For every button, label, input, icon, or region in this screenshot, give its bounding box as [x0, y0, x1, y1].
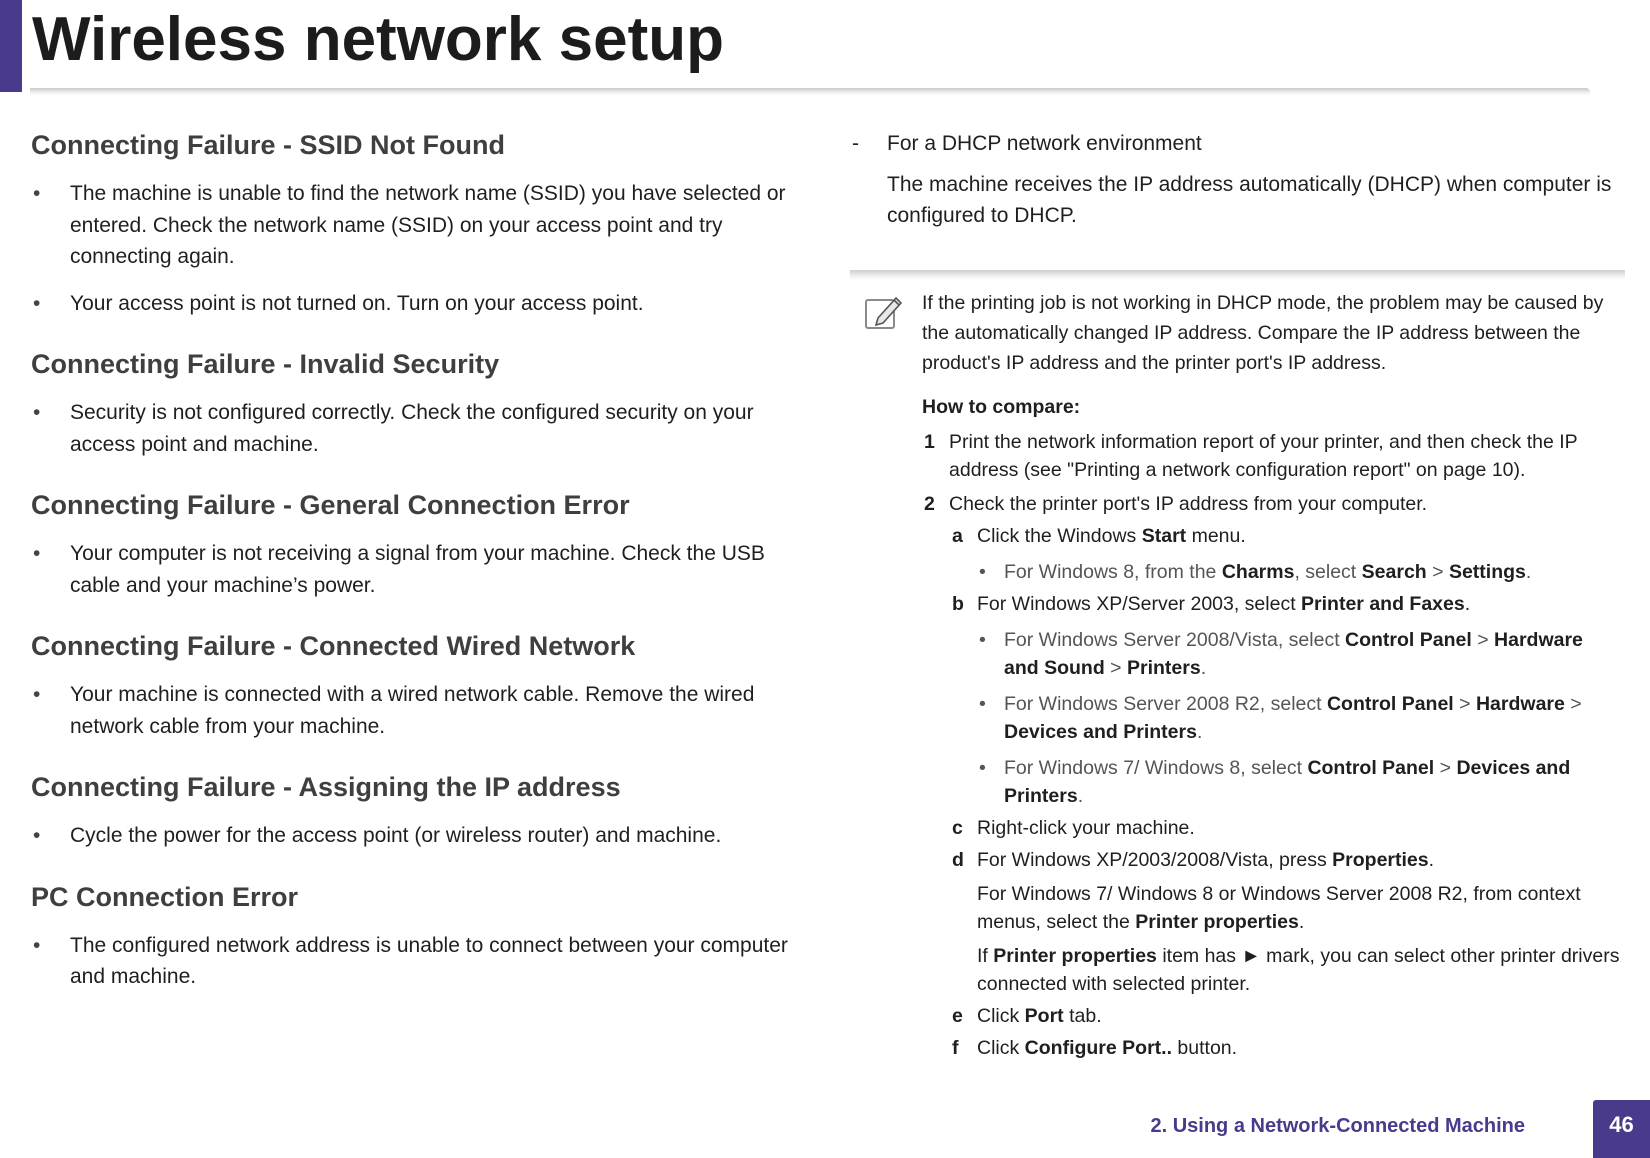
dhcp-environment-item: - For a DHCP network environment	[850, 128, 1625, 159]
substep-d-paragraph: If Printer properties item has ► mark, you can select other printer drivers connected with selected printer.	[977, 945, 1620, 995]
bullet-list	[31, 679, 811, 742]
section-heading: Connecting Failure - General Connection Error	[31, 490, 630, 520]
list-item: • Your machine is connected with a wired network cable. Remove the wired network cable from your machine.	[31, 679, 811, 742]
page-title: Wireless network setup	[32, 5, 724, 74]
section-heading: PC Connection Error	[31, 881, 299, 912]
bullet-list	[31, 397, 811, 460]
substep-e: e Click Port tab.	[952, 1005, 1102, 1027]
bullet-list	[31, 930, 811, 993]
bullet-icon: •	[33, 401, 41, 424]
left-column	[31, 128, 811, 1021]
substep-f: f Click Configure Port.. button.	[952, 1037, 1238, 1059]
bullet-icon: •	[33, 683, 41, 706]
list-item: • Your computer is not receiving a signal from your machine. Check the USB cable and your machine’s power.	[31, 538, 811, 601]
substep-d: d For Windows XP/2003/2008/Vista, press Properties.	[952, 849, 1435, 871]
bullet-icon: •	[33, 291, 41, 315]
bullet-icon: •	[979, 693, 986, 715]
chapter-footer: 2. Using a Network-Connected Machine	[1150, 1115, 1525, 1137]
section-pc-connection-error	[31, 880, 811, 993]
section-heading: Connecting Failure - Invalid Security	[31, 349, 500, 379]
substep-b-bullet: • For Windows 7/ Windows 8, select Control Panel > Devices and Printers.	[922, 754, 1622, 810]
section-ssid-not-found	[31, 128, 811, 319]
step-2: 2 Check the printer port's IP address from your computer.	[924, 493, 1428, 515]
bullet-icon: •	[33, 933, 41, 957]
page-number-badge: 46	[1593, 1100, 1650, 1158]
section-assigning-ip	[31, 770, 811, 852]
section-general-connection-error	[31, 488, 811, 601]
substep-a-bullet: • For Windows 8, from the Charms, select Search > Settings.	[922, 558, 1622, 586]
section-connected-wired-network	[31, 629, 811, 742]
bullet-icon: •	[33, 542, 41, 565]
list-item: • Security is not configured correctly. Check the configured security on your access point and machine.	[31, 397, 811, 460]
title-underline	[30, 88, 1590, 96]
list-item: • Cycle the power for the access point (or wireless router) and machine.	[31, 820, 811, 852]
step-1: 1 Print the network information report of your printer, and then check the IP address (see "Printing a network configuration report" on page 10).	[924, 431, 1578, 481]
substep-c: c Right-click your machine.	[952, 817, 1195, 839]
bullet-icon: •	[979, 757, 986, 779]
dash-marker: -	[852, 132, 859, 155]
right-column	[850, 128, 1625, 231]
bullet-icon: •	[979, 629, 986, 651]
substep-b-bullet: • For Windows Server 2008 R2, select Control Panel > Hardware > Devices and Printers.	[922, 690, 1622, 746]
section-heading: Connecting Failure - Assigning the IP address	[31, 772, 621, 802]
note-content	[922, 288, 1622, 1062]
section-heading: Connecting Failure - SSID Not Found	[31, 130, 505, 160]
section-heading: Connecting Failure - Connected Wired Network	[31, 631, 636, 661]
how-to-compare-heading: How to compare:	[922, 396, 1081, 418]
substep-a: a Click the Windows Start menu.	[952, 525, 1246, 547]
note-divider	[850, 270, 1625, 280]
pencil-note-icon	[864, 292, 904, 332]
substep-b: b For Windows XP/Server 2003, select Printer and Faxes.	[952, 593, 1471, 615]
bullet-icon: •	[33, 182, 41, 205]
bullet-list	[31, 538, 811, 601]
list-item: • Your access point is not turned on. Turn on your access point.	[31, 288, 811, 320]
section-invalid-security	[31, 347, 811, 460]
bullet-list	[31, 820, 811, 852]
substep-d-paragraph: For Windows 7/ Windows 8 or Windows Server 2008 R2, from context menus, select the Printer properties.	[977, 883, 1581, 933]
dhcp-description: The machine receives the IP address automatically (DHCP) when computer is configured to DHCP.	[887, 173, 1612, 227]
bullet-icon: •	[979, 561, 986, 583]
substep-b-bullet: • For Windows Server 2008/Vista, select Control Panel > Hardware and Sound > Printers.	[922, 626, 1622, 682]
title-accent-bar	[0, 0, 22, 92]
bullet-list	[31, 178, 811, 319]
bullet-icon: •	[33, 824, 41, 847]
list-item: • The configured network address is unable to connect between your computer and machine.	[31, 930, 811, 993]
list-item: • The machine is unable to find the network name (SSID) you have selected or entered. Check the network name (SSID) on your access point and try connecting again.	[31, 178, 811, 273]
note-paragraph: If the printing job is not working in DHCP mode, the problem may be caused by the automatically changed IP address. Compare the IP address between the product's IP address and the printer port's IP address.	[922, 292, 1604, 374]
